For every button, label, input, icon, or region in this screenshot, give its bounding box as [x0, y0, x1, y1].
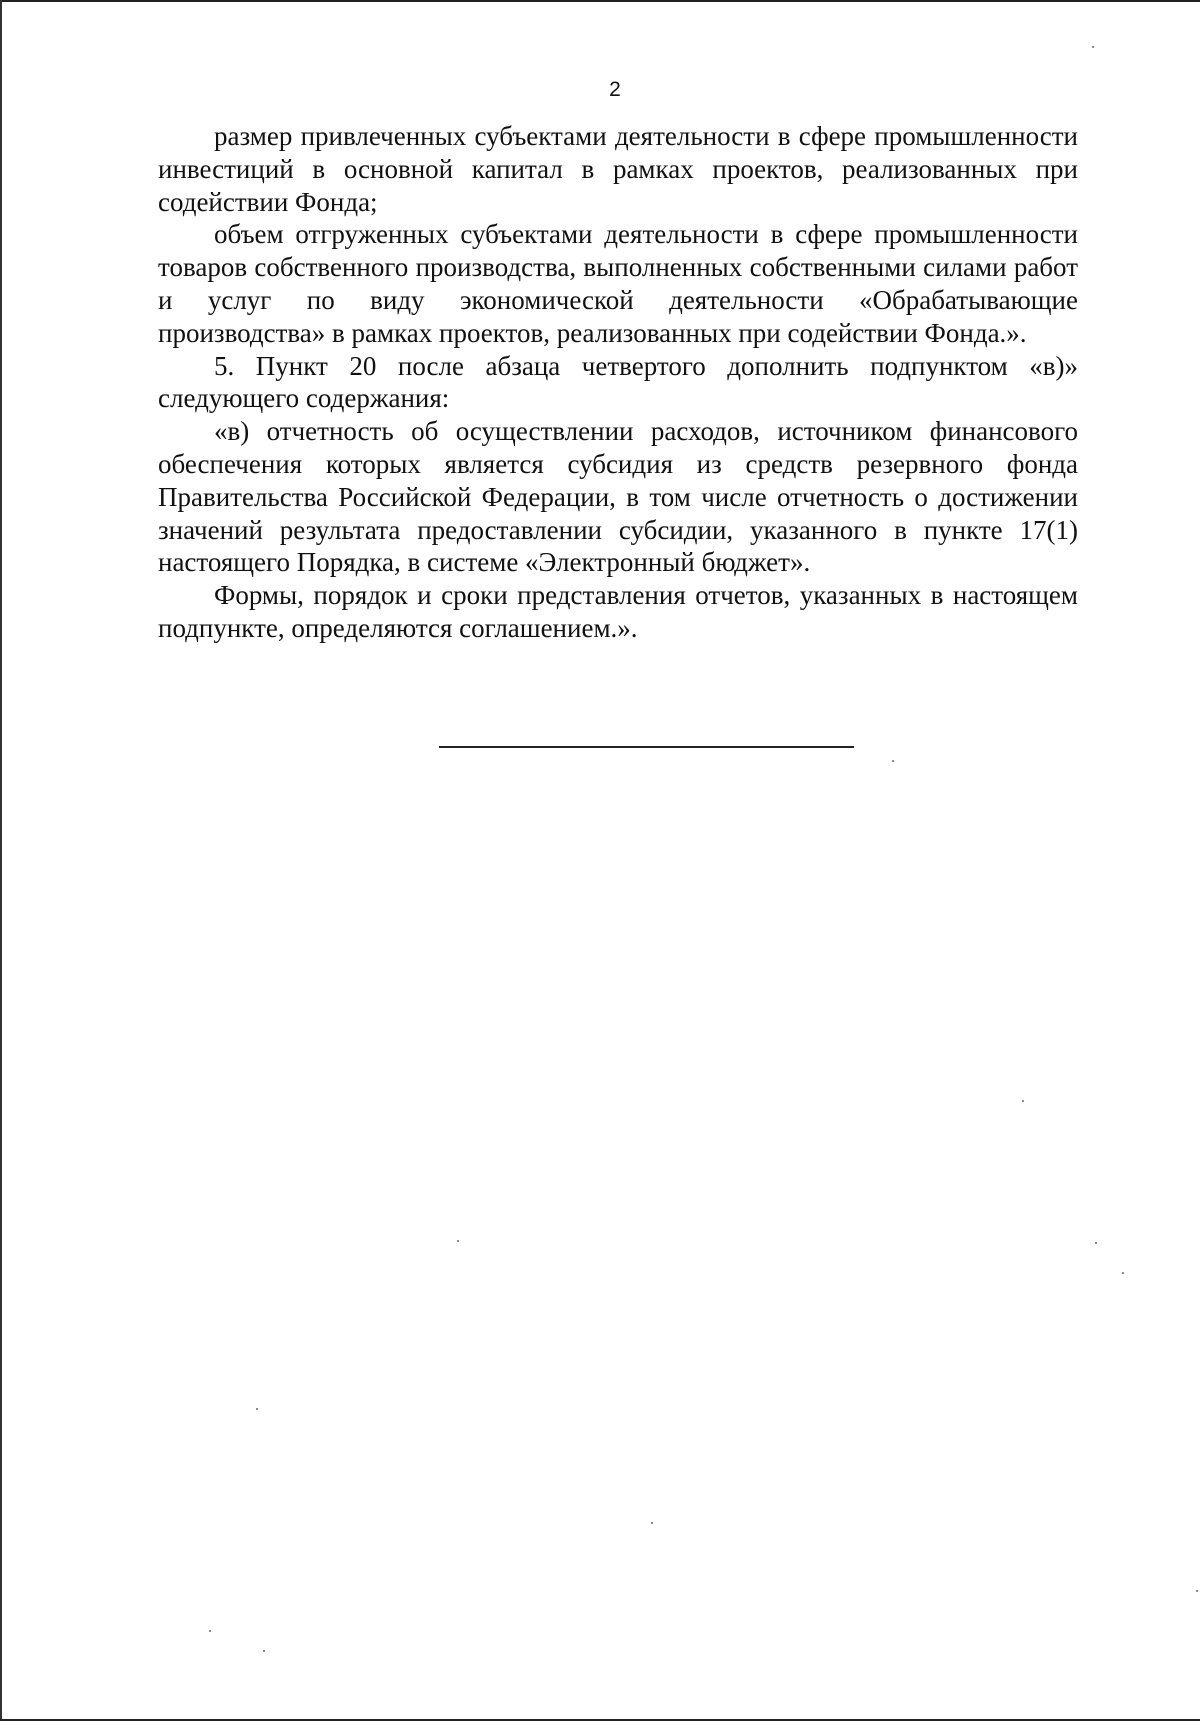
document-body — [158, 120, 1078, 645]
scan-edge-left — [0, 0, 2, 1721]
paragraph-shipped-volume: объем отгруженных субъектами деятельности в сфере промышленности товаров собственного производства, выполненных собственными силами работ и услуг по виду экономической деятельности «Обрабатывающие производства» в рамках проектов, реализованных при содействии Фонда.». — [158, 219, 1078, 348]
page-number: 2 — [609, 78, 621, 101]
closing-rule-divider — [439, 746, 854, 748]
scan-speck — [892, 760, 894, 762]
paragraph-item-5: 5. Пункт 20 после абзаца четвертого дополнить подпунктом «в)» следующего содержания: — [158, 350, 1078, 414]
scan-edge-top — [0, 0, 1200, 2]
scan-speck — [1022, 1100, 1024, 1102]
scan-speck — [263, 1650, 265, 1652]
scan-speck — [1196, 1590, 1198, 1592]
scan-speck — [1122, 1272, 1124, 1274]
paragraph-subitem-v: «в) отчетность об осуществлении расходов, источником финансового обеспечения которых является субсидия из средств резервного фонда Правительства Российской Федерации, в том числе отчетность о достижении значений результата предоставлении субсидии, указанного в пункте 17(1) настоящего Порядка, в системе «Электронный бюджет». — [158, 416, 1078, 578]
paragraph-investment-size: размер привлеченных субъектами деятельности в сфере промышленности инвестиций в основной капитал в рамках проектов, реализованных при содействии Фонда; — [158, 121, 1078, 217]
scan-speck — [1095, 1242, 1097, 1244]
scan-speck — [457, 1240, 459, 1242]
scan-speck — [209, 1630, 211, 1632]
scan-speck — [651, 1522, 653, 1524]
paragraph-report-forms: Формы, порядок и сроки представления отчетов, указанных в настоящем подпункте, определяются соглашением.». — [158, 580, 1078, 643]
scan-speck — [1092, 46, 1094, 48]
scan-speck — [256, 1408, 258, 1410]
